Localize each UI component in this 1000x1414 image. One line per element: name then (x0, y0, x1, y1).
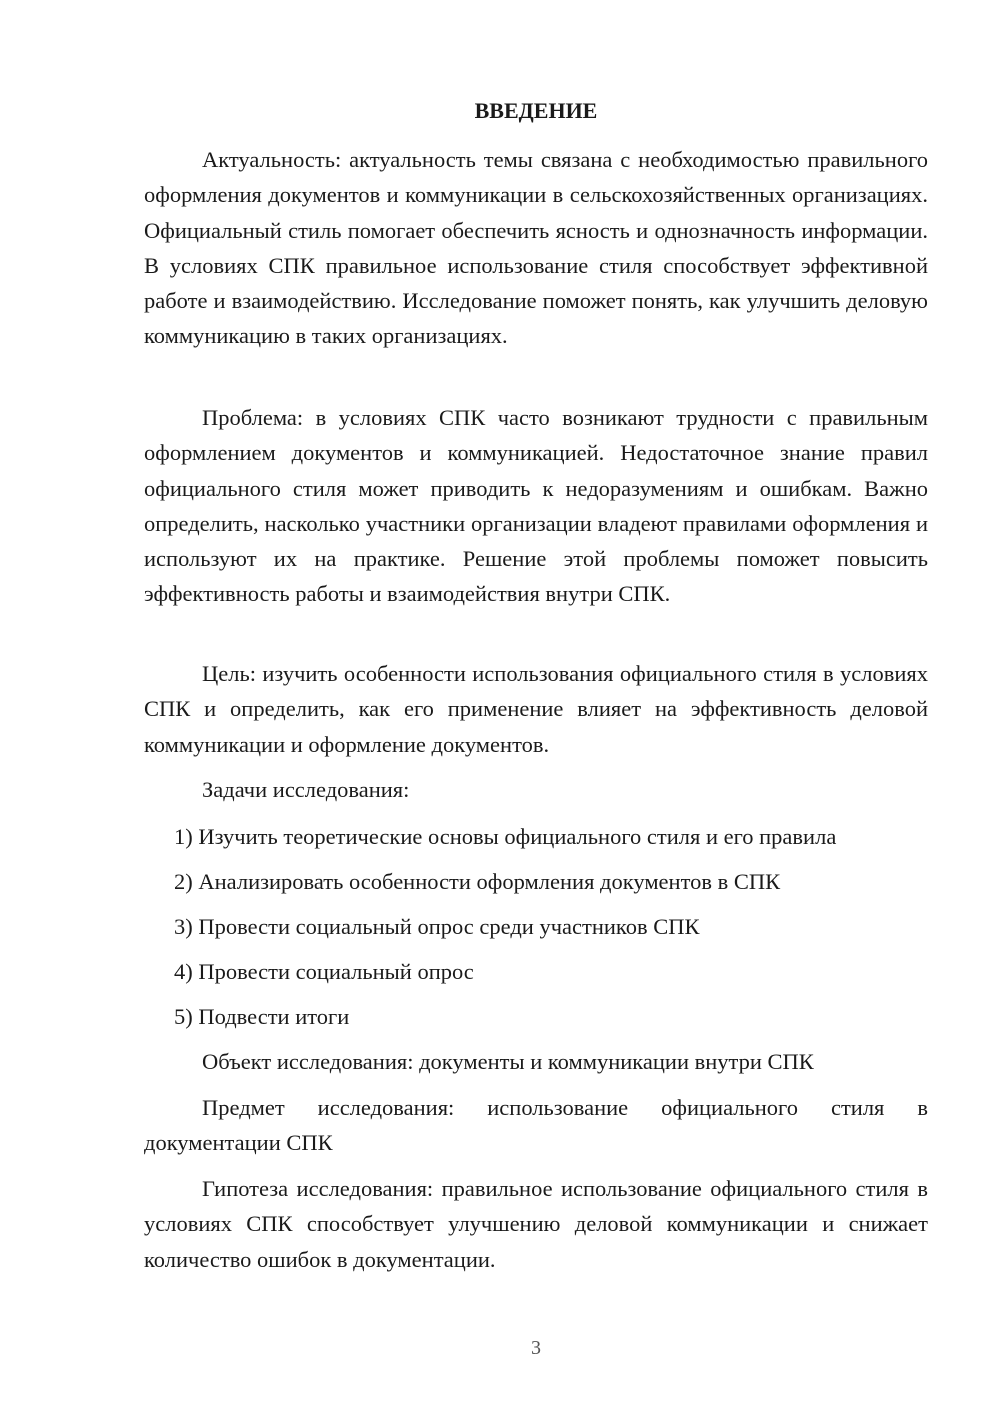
page-title: ВВЕДЕНИЕ (474, 98, 598, 123)
problem-paragraph: Проблема: в условиях СПК часто возникают трудности с правильным оформлением документов и коммуникацией. Недостаточное знание правил официального стиля может приводить к недоразумениям и ошибкам. Важно определить, насколько участники организации владеют правилами оформления и используют их на практике. Решение этой проблемы поможет повысить эффективность работы и взаимодействия внутри СПК. (144, 405, 928, 607)
task-item: 2) Анализировать особенности оформления документов в СПК (174, 869, 781, 894)
goal-paragraph: Цель: изучить особенности использования официального стиля в условиях СПК и определить, как его применение влияет на эффективность деловой коммуникации и оформление документов. (144, 661, 928, 757)
page-number: 3 (531, 1337, 541, 1359)
tasks-heading: Задачи исследования: (202, 777, 410, 802)
document-page (144, 0, 928, 1414)
hypothesis-paragraph: Гипотеза исследования: правильное использование официального стиля в условиях СПК способствует улучшению деловой коммуникации и снижает количество ошибок в документации. (144, 1176, 928, 1272)
task-item: 1) Изучить теоретические основы официального стиля и его правила (174, 824, 837, 849)
relevance-paragraph: Актуальность: актуальность темы связана с необходимостью правильного оформления документов и коммуникации в сельскохозяйственных организациях. Официальный стиль помогает обеспечить ясность и однозначность информации. В условиях СПК правильное использование стиля способствует эффективной работе и взаимодействию. Исследование поможет понять, как улучшить деловую коммуникацию в таких организациях. (144, 147, 928, 349)
task-item: 3) Провести социальный опрос среди участников СПК (174, 914, 700, 939)
task-item: 4) Провести социальный опрос (174, 959, 474, 984)
object-paragraph: Объект исследования: документы и коммуникации внутри СПК (202, 1049, 814, 1074)
subject-paragraph: Предмет исследования: использование официального стиля в документации СПК (144, 1095, 928, 1156)
task-item: 5) Подвести итоги (174, 1004, 350, 1029)
